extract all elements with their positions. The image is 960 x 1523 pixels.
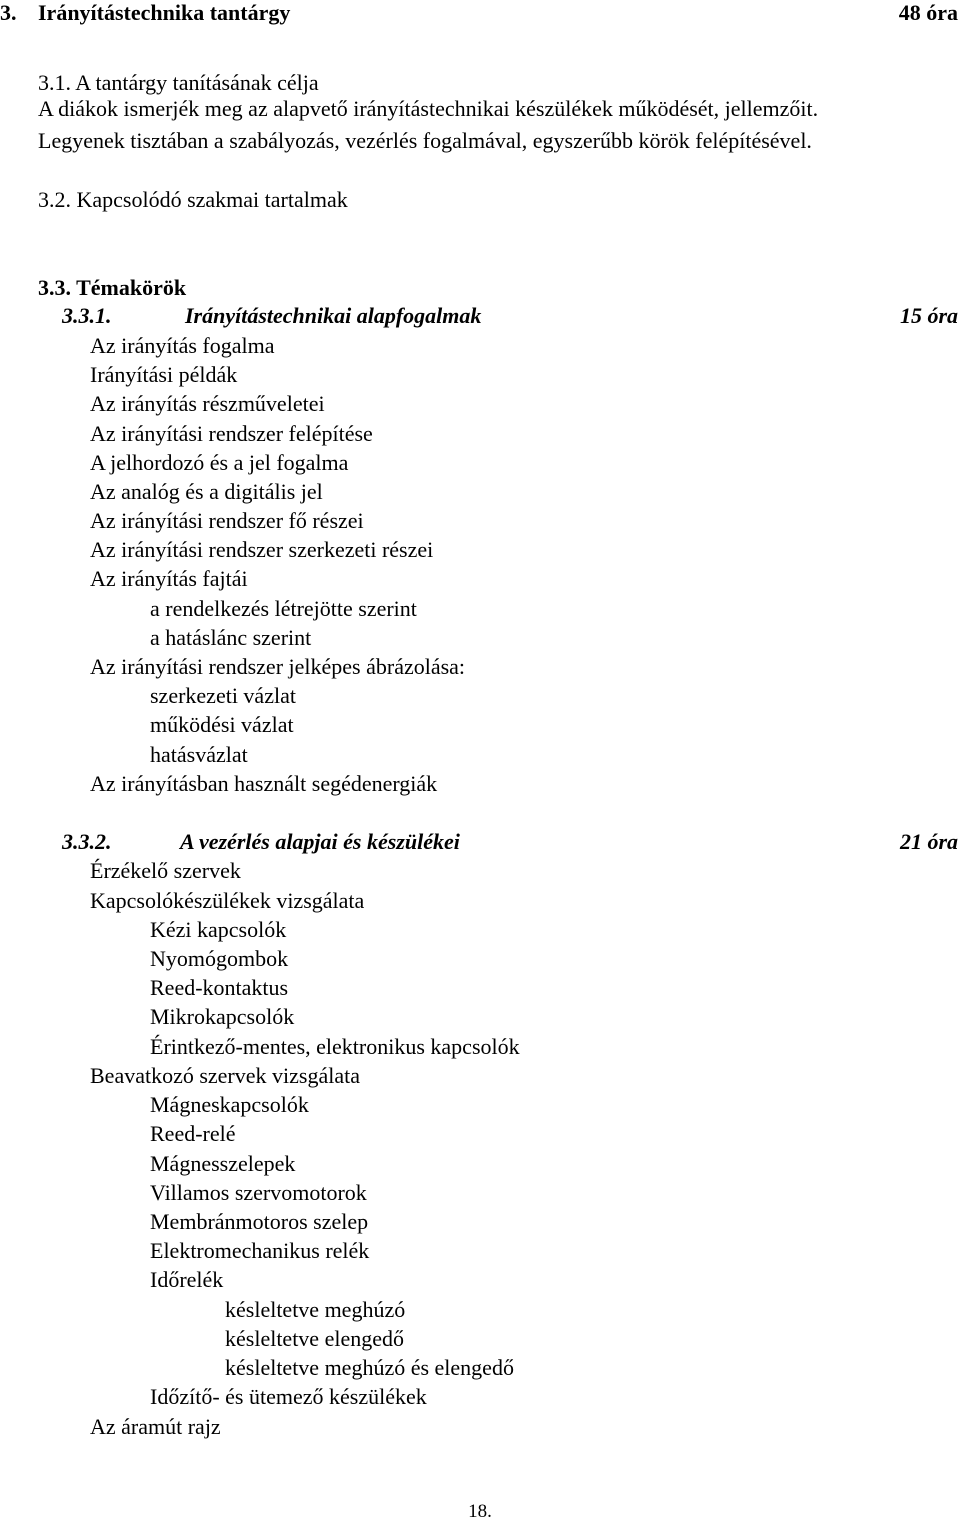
topic-1-subitem: a rendelkezés létrejötte szerint <box>150 596 417 621</box>
topic-2-hours: 21 óra <box>899 829 958 854</box>
topic-1-hours: 15 óra <box>899 303 958 328</box>
topic-1-subitem: szerkezeti vázlat <box>150 683 296 708</box>
topic-2-subitem: Mágnesszelepek <box>150 1151 296 1176</box>
topic-1-item: Az irányítási rendszer szerkezeti részei <box>90 537 434 562</box>
topic-1-item: A jelhordozó és a jel fogalma <box>90 450 349 475</box>
section-3-1-line-2: Legyenek tisztában a szabályozás, vezérlés fogalmával, egyszerűbb körök felépítésével. <box>38 128 812 153</box>
topic-2-subitem: Időrelék <box>150 1267 224 1292</box>
topic-1-item: Az irányítási rendszer fő részei <box>90 508 364 533</box>
topic-2-subitem: Reed-relé <box>150 1121 236 1146</box>
section-3-2-title: 3.2. Kapcsolódó szakmai tartalmak <box>38 187 348 212</box>
topic-2-subitem: Mágneskapcsolók <box>150 1092 309 1117</box>
topic-2-item: Kapcsolókészülékek vizsgálata <box>90 888 365 913</box>
section-3-3-title: 3.3. Témakörök <box>38 275 187 300</box>
topic-2-number: 3.3.2. <box>62 829 112 854</box>
topic-2-subitem: Reed-kontaktus <box>150 975 289 1000</box>
topic-1-item: Az irányítás fogalma <box>90 333 275 358</box>
topic-1-subitem: hatásvázlat <box>150 742 248 767</box>
page-number: 18. <box>468 1501 492 1522</box>
topic-1-item: Az irányítás részműveletei <box>90 391 325 416</box>
topic-2-item: Az áramút rajz <box>90 1414 221 1439</box>
topic-1-item: Az irányításban használt segédenergiák <box>90 771 438 796</box>
topic-2-subsubitem: késleltetve elengedő <box>225 1326 404 1351</box>
topic-2-subitem: Villamos szervomotorok <box>150 1180 367 1205</box>
chapter-number: 3. <box>0 0 17 25</box>
topic-2-subsubitem: késleltetve meghúzó és elengedő <box>225 1355 514 1380</box>
chapter-hours: 48 óra <box>898 0 958 25</box>
topic-1-item: Irányítási példák <box>90 362 238 387</box>
topic-2-subitem: Érintkező-mentes, elektronikus kapcsolók <box>150 1034 520 1059</box>
topic-1-title: Irányítástechnikai alapfogalmak <box>185 303 482 328</box>
topic-2-subitem: Elektromechanikus relék <box>150 1238 370 1263</box>
topic-2-subitem: Kézi kapcsolók <box>150 917 287 942</box>
topic-2-item: Érzékelő szervek <box>90 858 241 883</box>
topic-2-subsubitem: késleltetve meghúzó <box>225 1297 406 1322</box>
topic-2-subitem: Időzítő- és ütemező készülékek <box>150 1384 427 1409</box>
topic-2-item: Beavatkozó szervek vizsgálata <box>90 1063 360 1088</box>
section-3-1-title: 3.1. A tantárgy tanításának célja <box>38 70 319 95</box>
topic-2-subitem: Mikrokapcsolók <box>150 1004 295 1029</box>
topic-2-subitem: Membránmotoros szelep <box>150 1209 369 1234</box>
topic-1-number: 3.3.1. <box>62 303 112 328</box>
topic-2-title: A vezérlés alapjai és készülékei <box>180 829 460 854</box>
topic-2-subitem: Nyomógombok <box>150 946 289 971</box>
topic-1-subitem: működési vázlat <box>150 712 294 737</box>
topic-1-item: Az irányítási rendszer jelképes ábrázolása: <box>90 654 466 679</box>
topic-1-item: Az analóg és a digitális jel <box>90 479 323 504</box>
topic-1-item: Az irányítás fajtái <box>90 566 248 591</box>
section-3-1-line-1: A diákok ismerjék meg az alapvető irányítástechnikai készülékek működését, jellemzőit. <box>38 96 819 121</box>
chapter-title: Irányítástechnika tantárgy <box>38 0 291 25</box>
topic-1-item: Az irányítási rendszer felépítése <box>90 421 373 446</box>
topic-1-subitem: a hatáslánc szerint <box>150 625 312 650</box>
